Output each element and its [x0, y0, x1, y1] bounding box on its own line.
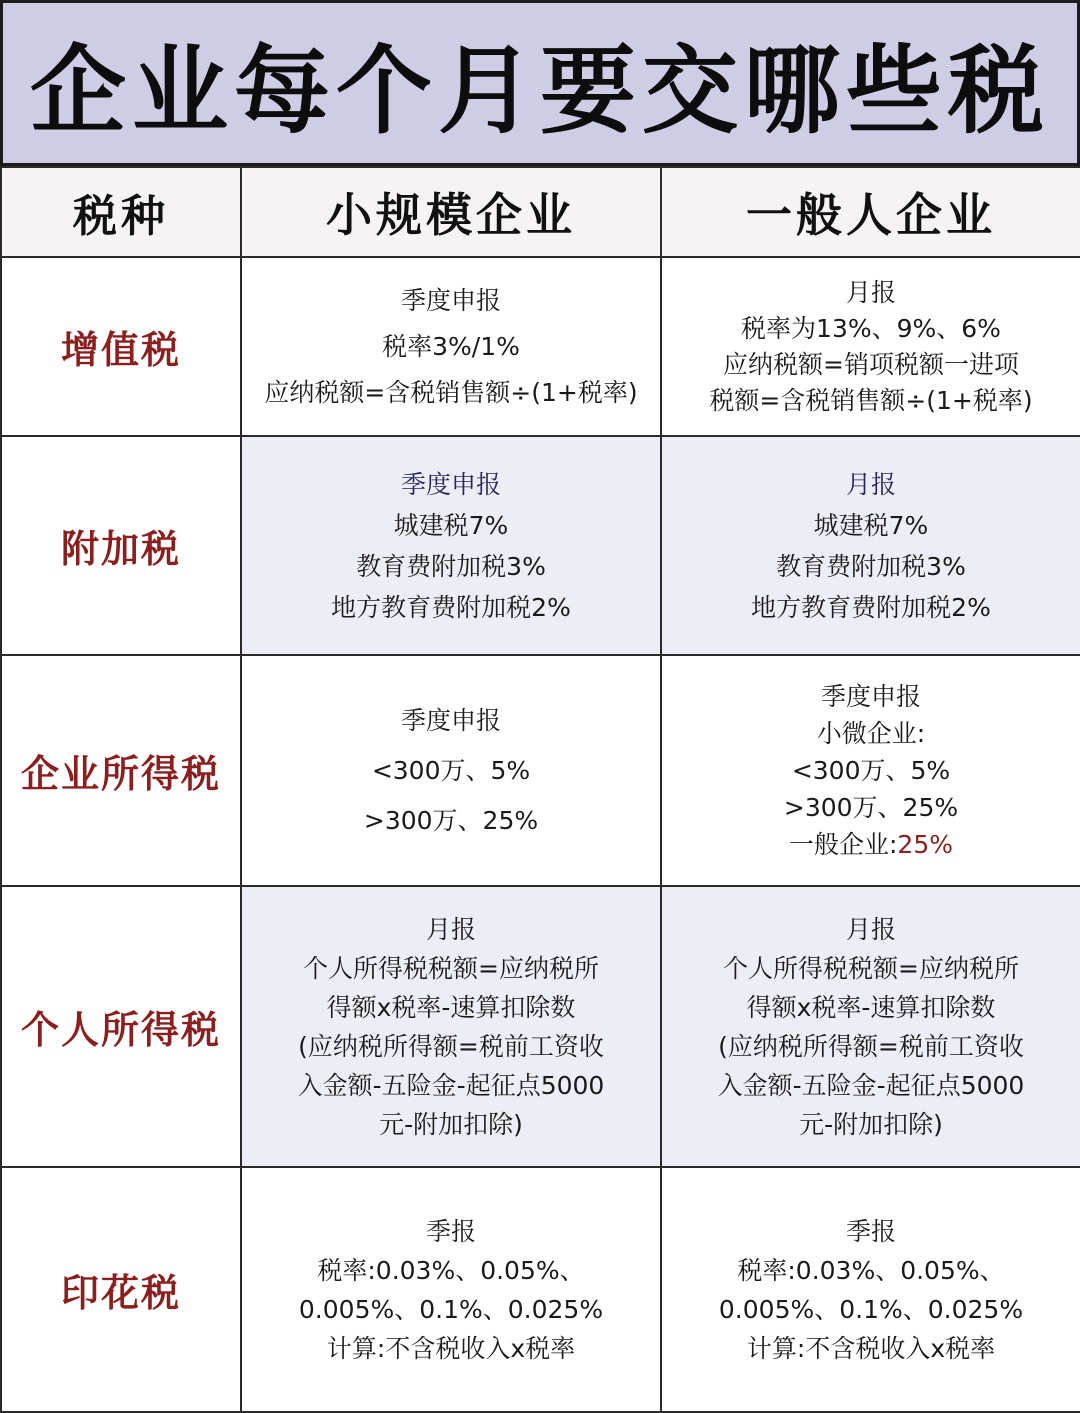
cell-line: 元-附加扣除) [799, 1109, 943, 1139]
cell-line: 地方教育费附加税2% [751, 592, 991, 622]
cell-line: 入金额-五险金-起征点5000 [297, 1070, 605, 1100]
cell-line: 季度申报 [400, 705, 501, 735]
tax-name: 增值税 [60, 328, 181, 372]
small-scale-cell [241, 655, 661, 886]
cell-line: 计算:不含税收入x税率 [326, 1333, 576, 1363]
title-banner [0, 0, 1080, 166]
tax-name: 个人所得税 [20, 1008, 221, 1052]
cell-line: 税率:0.03%、0.05%、 [317, 1255, 585, 1285]
cell-line: 季度申报 [400, 285, 501, 315]
cell-line: 季度申报 [820, 682, 921, 711]
cell-line: 税率为13%、9%、6% [741, 313, 1001, 343]
cell-line: 个人所得税税额=应纳税所 [303, 953, 599, 983]
cell-line: <300万、5% [791, 756, 951, 785]
cell-line: 税额=含税销售额÷(1+税率) [709, 385, 1033, 415]
small-scale-cell [241, 257, 661, 436]
cell-line: (应纳税所得额=税前工资收 [718, 1031, 1024, 1061]
cell-line: 入金额-五险金-起征点5000 [717, 1070, 1025, 1100]
header-general-taxpayer: 一般人企业 [661, 167, 1080, 257]
cell-line: >300万、25% [363, 805, 539, 835]
table-row [1, 436, 1080, 655]
row-name-cell [1, 655, 241, 886]
general-taxpayer-cell [661, 886, 1080, 1167]
cell-line: 税率3%/1% [382, 331, 520, 361]
cell-line: 应纳税额=销项税额一进项 [723, 349, 1019, 379]
cell-line-with-highlight [670, 826, 1072, 863]
tax-name: 企业所得税 [20, 752, 221, 796]
cell-line: 教育费附加税3% [356, 551, 546, 581]
row-name-cell [1, 257, 241, 436]
table-header-row [1, 167, 1080, 257]
cell-line: 税率:0.03%、0.05%、 [737, 1255, 1005, 1285]
cell-line: 月报 [425, 914, 476, 944]
cell-line: 季报 [425, 1216, 476, 1246]
header-tax-type: 税种 [1, 167, 241, 257]
cell-line: 城建税7% [813, 510, 929, 540]
highlight-rate: 25% [897, 830, 953, 859]
table-row [1, 257, 1080, 436]
tax-table [0, 166, 1080, 1413]
cell-line: 城建税7% [393, 510, 509, 540]
cell-line: <300万、5% [371, 755, 531, 785]
cell-line: >300万、25% [783, 793, 959, 822]
small-scale-cell [241, 1167, 661, 1412]
cell-line: 地方教育费附加税2% [331, 592, 571, 622]
cell-line: 个人所得税税额=应纳税所 [723, 953, 1019, 983]
general-taxpayer-cell [661, 1167, 1080, 1412]
cell-line: 应纳税额=含税销售额÷(1+税率) [264, 377, 638, 407]
cell-line: 季度申报 [400, 469, 501, 499]
table-row [1, 655, 1080, 886]
header-small-scale: 小规模企业 [241, 167, 661, 257]
general-taxpayer-cell [661, 257, 1080, 436]
cell-line: 月报 [845, 469, 896, 499]
row-name-cell [1, 1167, 241, 1412]
cell-line: 季报 [845, 1216, 896, 1246]
cell-line: 计算:不含税收入x税率 [746, 1333, 996, 1363]
tax-name: 印花税 [60, 1271, 181, 1315]
small-scale-cell [241, 886, 661, 1167]
cell-line: (应纳税所得额=税前工资收 [298, 1031, 604, 1061]
cell-line: 小微企业: [816, 719, 926, 748]
tax-name: 附加税 [60, 527, 181, 571]
table-row [1, 1167, 1080, 1412]
cell-line: 月报 [845, 277, 896, 307]
cell-line: 元-附加扣除) [379, 1109, 523, 1139]
cell-line-label: 一般企业: [788, 830, 898, 859]
general-taxpayer-cell [661, 655, 1080, 886]
cell-line: 得额x税率-速算扣除数 [746, 992, 996, 1022]
cell-line: 教育费附加税3% [776, 551, 966, 581]
table-row [1, 886, 1080, 1167]
cell-line: 月报 [845, 914, 896, 944]
cell-line: 得额x税率-速算扣除数 [326, 992, 576, 1022]
small-scale-cell [241, 436, 661, 655]
row-name-cell [1, 436, 241, 655]
cell-line: 0.005%、0.1%、0.025% [298, 1294, 604, 1324]
row-name-cell [1, 886, 241, 1167]
cell-line: 0.005%、0.1%、0.025% [718, 1294, 1024, 1324]
page-title: 企业每个月要交哪些税 [30, 34, 1050, 147]
general-taxpayer-cell [661, 436, 1080, 655]
